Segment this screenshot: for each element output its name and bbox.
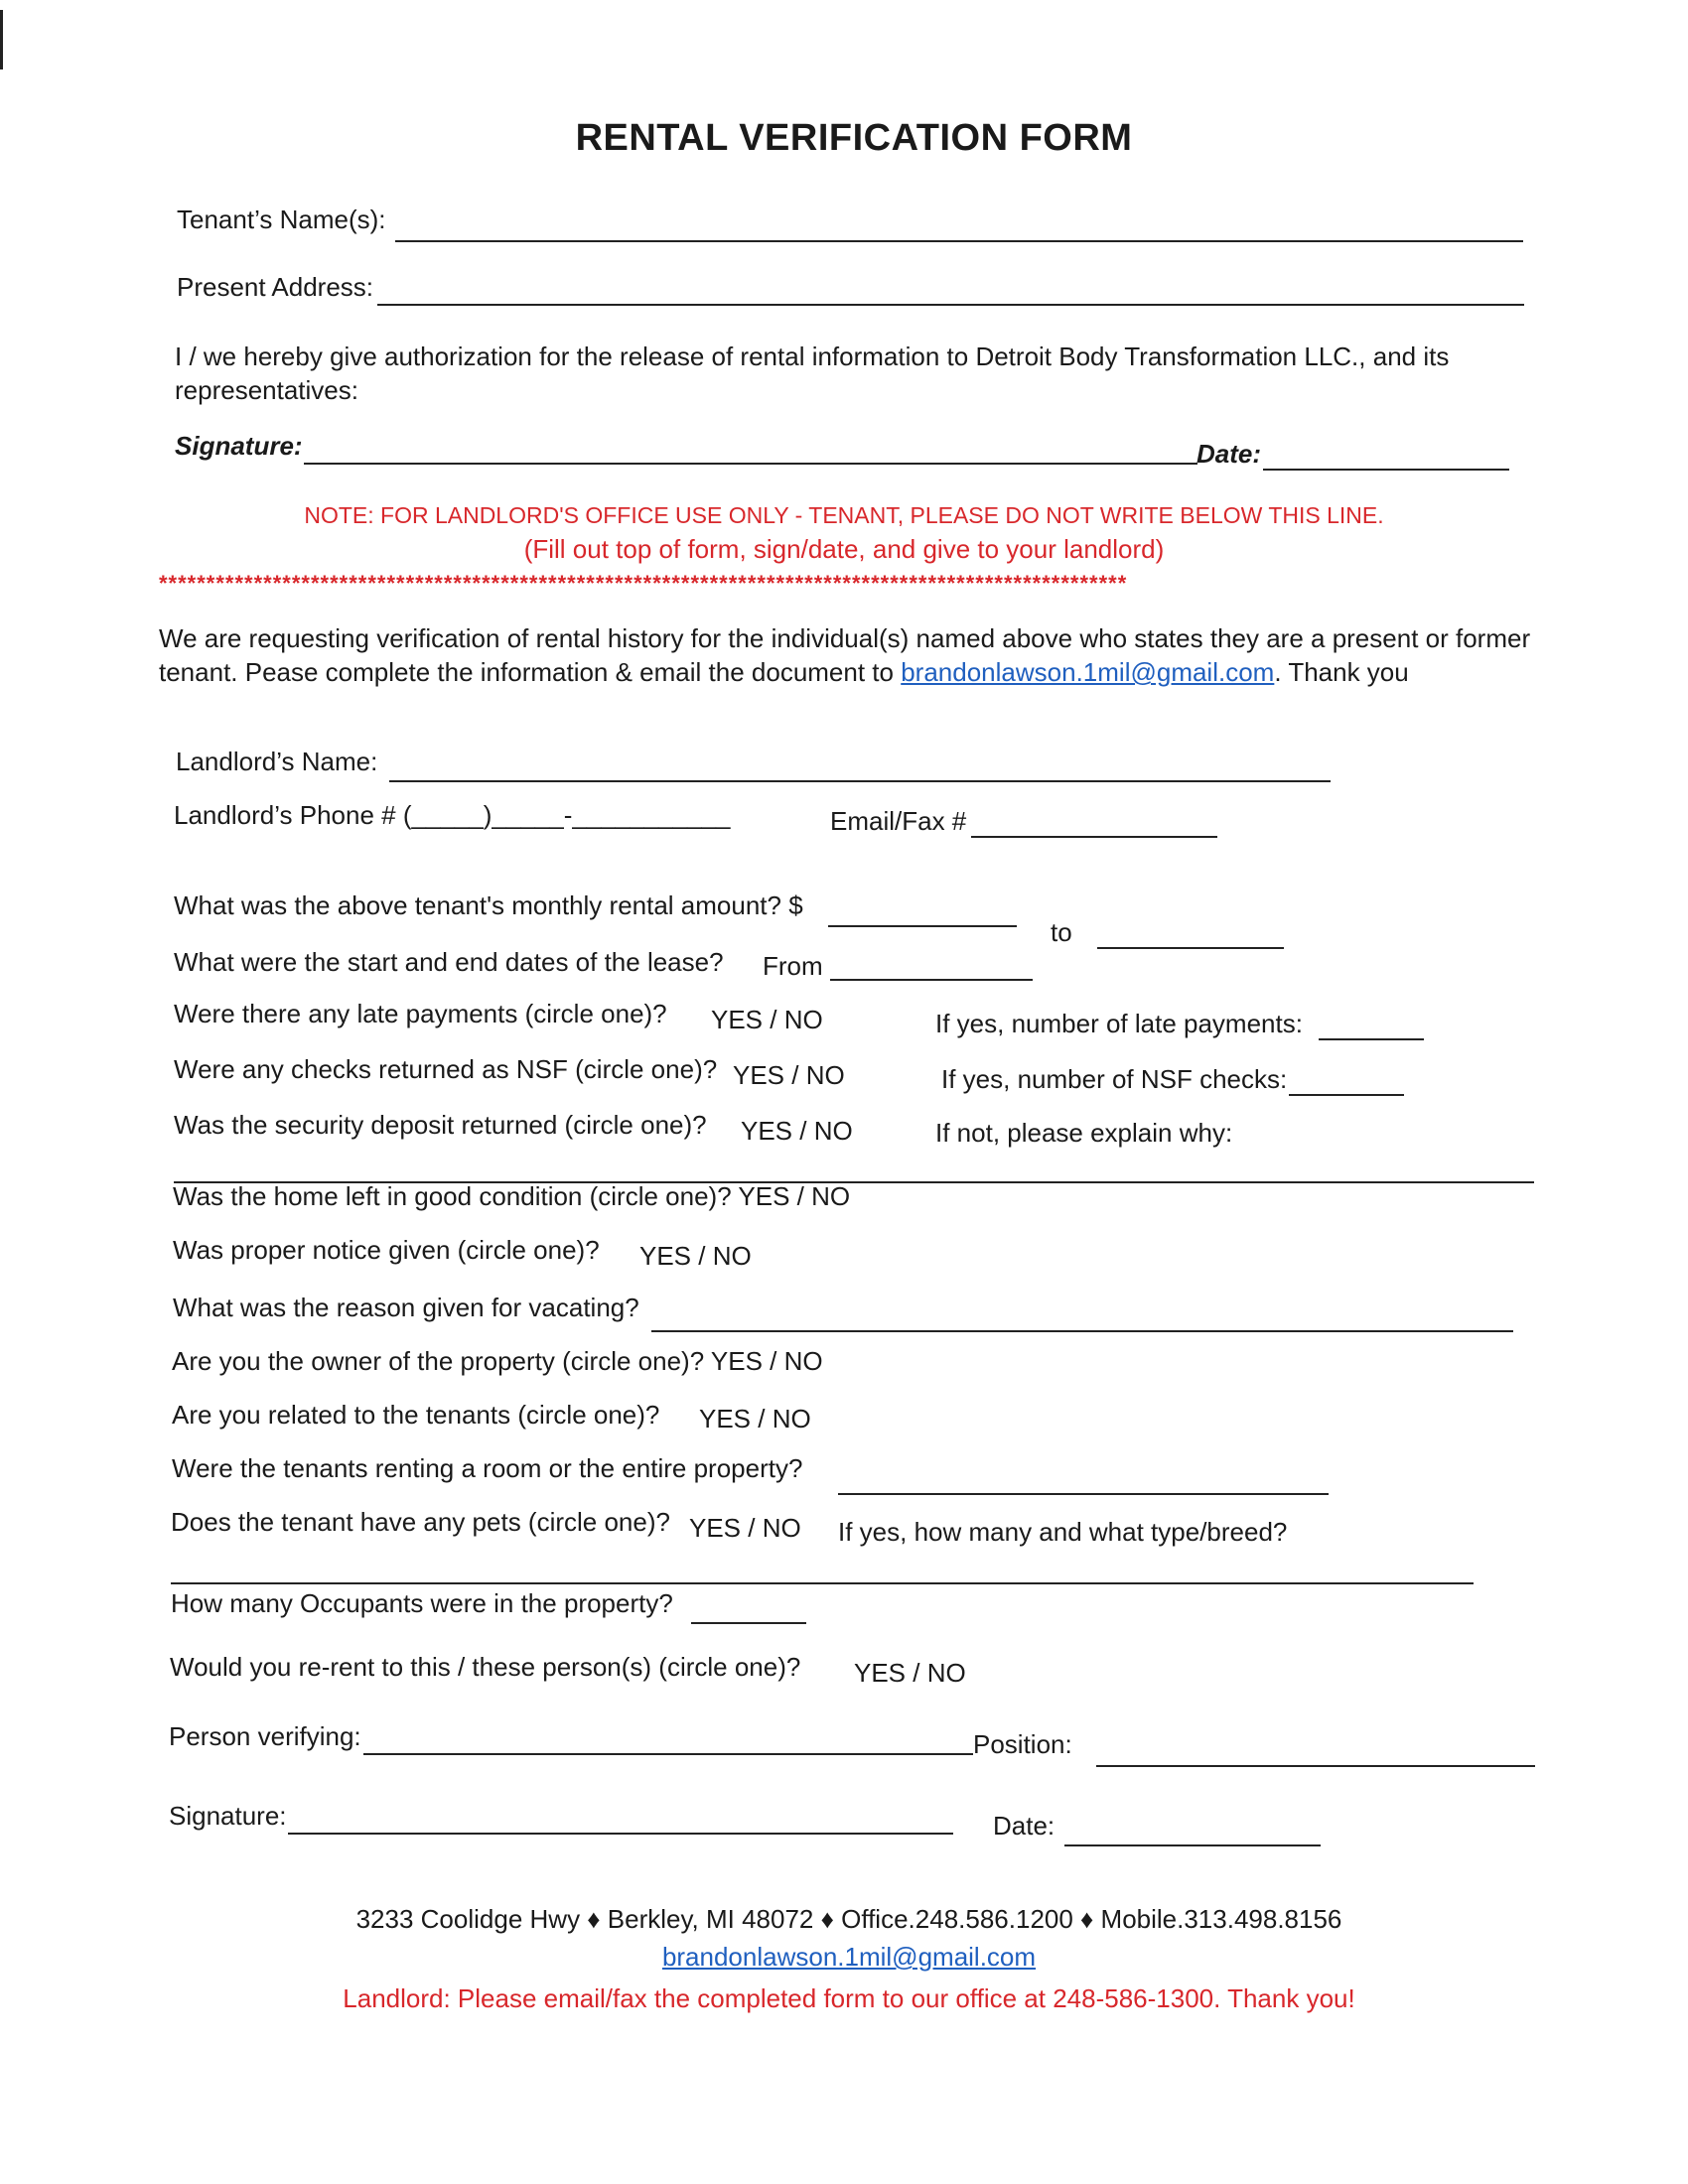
fill-out-instruction: (Fill out top of form, sign/date, and give to your landlord) bbox=[523, 534, 1165, 564]
notice-yes-no[interactable]: YES / NO bbox=[639, 1241, 752, 1271]
room-or-property-field[interactable] bbox=[838, 1493, 1329, 1495]
verifier-date-label: Date: bbox=[993, 1811, 1055, 1841]
present-address-label: Present Address: bbox=[177, 272, 373, 302]
office-use-note: NOTE: FOR LANDLORD'S OFFICE USE ONLY - TENANT, PLEASE DO NOT WRITE BELOW THIS LINE. bbox=[304, 502, 1384, 528]
notice-question: Was proper notice given (circle one)? bbox=[173, 1235, 600, 1265]
scan-edge-mark bbox=[0, 10, 3, 69]
rent-amount-question: What was the above tenant's monthly rental amount? $ bbox=[174, 890, 803, 920]
deposit-explain-label: If not, please explain why: bbox=[935, 1118, 1233, 1148]
position-field[interactable] bbox=[1096, 1765, 1535, 1767]
from-label: From bbox=[763, 951, 823, 981]
tenant-name-label: Tenant’s Name(s): bbox=[177, 205, 386, 234]
occupants-field[interactable] bbox=[691, 1622, 806, 1624]
deposit-question: Was the security deposit returned (circle one)? bbox=[174, 1110, 707, 1140]
condition-question: Was the home left in good condition (circle one)? YES / NO bbox=[173, 1181, 851, 1211]
footer-instruction: Landlord: Please email/fax the completed form to our office at 248-586-1300. Thank you! bbox=[343, 1983, 1355, 2013]
pets-detail-label: If yes, how many and what type/breed? bbox=[838, 1517, 1288, 1547]
pets-yes-no[interactable]: YES / NO bbox=[689, 1513, 801, 1543]
footer-email-link[interactable]: brandonlawson.1mil@gmail.com bbox=[661, 1942, 1037, 1972]
footer-address: 3233 Coolidge Hwy ♦ Berkley, MI 48072 ♦ Office.248.586.1200 ♦ Mobile.313.498.8156 bbox=[355, 1904, 1342, 1934]
authorization-text: I / we hereby give authorization for the release of rental information to Detroit Body Transformation LLC., and its representatives: bbox=[175, 341, 1450, 405]
nsf-count-label: If yes, number of NSF checks: bbox=[941, 1064, 1288, 1094]
room-or-property-question: Were the tenants renting a room or the entire property? bbox=[172, 1453, 803, 1483]
related-question: Are you related to the tenants (circle one)? bbox=[172, 1400, 660, 1430]
separator-stars: ****************************************************************************************************** bbox=[159, 571, 1128, 596]
rerent-question: Would you re-rent to this / these person(s) (circle one)? bbox=[170, 1652, 801, 1682]
late-payments-count-field[interactable] bbox=[1319, 1038, 1424, 1040]
request-email-link[interactable]: brandonlawson.1mil@gmail.com bbox=[901, 657, 1275, 687]
nsf-checks-question: Were any checks returned as NSF (circle one)? bbox=[174, 1054, 718, 1084]
tenant-date-field[interactable] bbox=[1263, 469, 1509, 471]
pets-question: Does the tenant have any pets (circle one)? bbox=[171, 1507, 670, 1537]
rent-amount-field[interactable] bbox=[828, 925, 1017, 927]
footer-email-wrap bbox=[159, 1942, 1539, 1973]
lease-end-field[interactable] bbox=[1097, 947, 1284, 949]
vacating-question: What was the reason given for vacating? bbox=[173, 1293, 639, 1322]
verifier-signature-field[interactable] bbox=[288, 1833, 953, 1835]
late-payments-yes-no[interactable]: YES / NO bbox=[711, 1005, 823, 1034]
pets-detail-field[interactable] bbox=[171, 1582, 1474, 1584]
position-label: Position: bbox=[973, 1729, 1072, 1759]
lease-dates-question: What were the start and end dates of the lease? bbox=[174, 947, 724, 977]
lease-start-field[interactable] bbox=[830, 979, 1033, 981]
request-paragraph bbox=[159, 621, 1549, 689]
request-text: We are requesting verification of rental history for the individual(s) named above who states they are a present or former tenant. Pease complete the information & email the document to bbox=[159, 623, 1531, 687]
late-payments-question: Were there any late payments (circle one)? bbox=[174, 999, 667, 1028]
email-fax-label: Email/Fax # bbox=[830, 806, 967, 836]
person-verifying-label: Person verifying: bbox=[169, 1721, 361, 1751]
nsf-yes-no[interactable]: YES / NO bbox=[733, 1060, 845, 1090]
tenant-name-field[interactable] bbox=[395, 240, 1523, 242]
nsf-count-field[interactable] bbox=[1289, 1094, 1404, 1096]
vacating-field[interactable] bbox=[651, 1330, 1513, 1332]
deposit-yes-no[interactable]: YES / NO bbox=[741, 1116, 853, 1146]
email-fax-field[interactable] bbox=[971, 836, 1217, 838]
tenant-date-label: Date: bbox=[1196, 439, 1262, 469]
rerent-yes-no[interactable]: YES / NO bbox=[854, 1658, 966, 1688]
verifier-signature-label: Signature: bbox=[169, 1801, 287, 1831]
verifier-date-field[interactable] bbox=[1064, 1844, 1321, 1846]
form-title: RENTAL VERIFICATION FORM bbox=[575, 117, 1133, 159]
to-label: to bbox=[1051, 917, 1072, 947]
landlord-name-label: Landlord’s Name: bbox=[176, 747, 378, 776]
occupants-question: How many Occupants were in the property? bbox=[171, 1588, 673, 1618]
present-address-field[interactable] bbox=[377, 304, 1524, 306]
landlord-name-field[interactable] bbox=[389, 780, 1331, 782]
person-verifying-field[interactable] bbox=[363, 1753, 973, 1755]
related-yes-no[interactable]: YES / NO bbox=[699, 1404, 811, 1433]
tenant-signature-field[interactable] bbox=[304, 463, 1197, 465]
landlord-phone-label: Landlord’s Phone # (_____)_____-___________ bbox=[174, 800, 731, 830]
late-payments-count-label: If yes, number of late payments: bbox=[935, 1009, 1303, 1038]
tenant-signature-label: Signature: bbox=[175, 431, 303, 461]
request-thank-you: . Thank you bbox=[1274, 657, 1409, 687]
owner-question: Are you the owner of the property (circle one)? YES / NO bbox=[172, 1346, 823, 1376]
